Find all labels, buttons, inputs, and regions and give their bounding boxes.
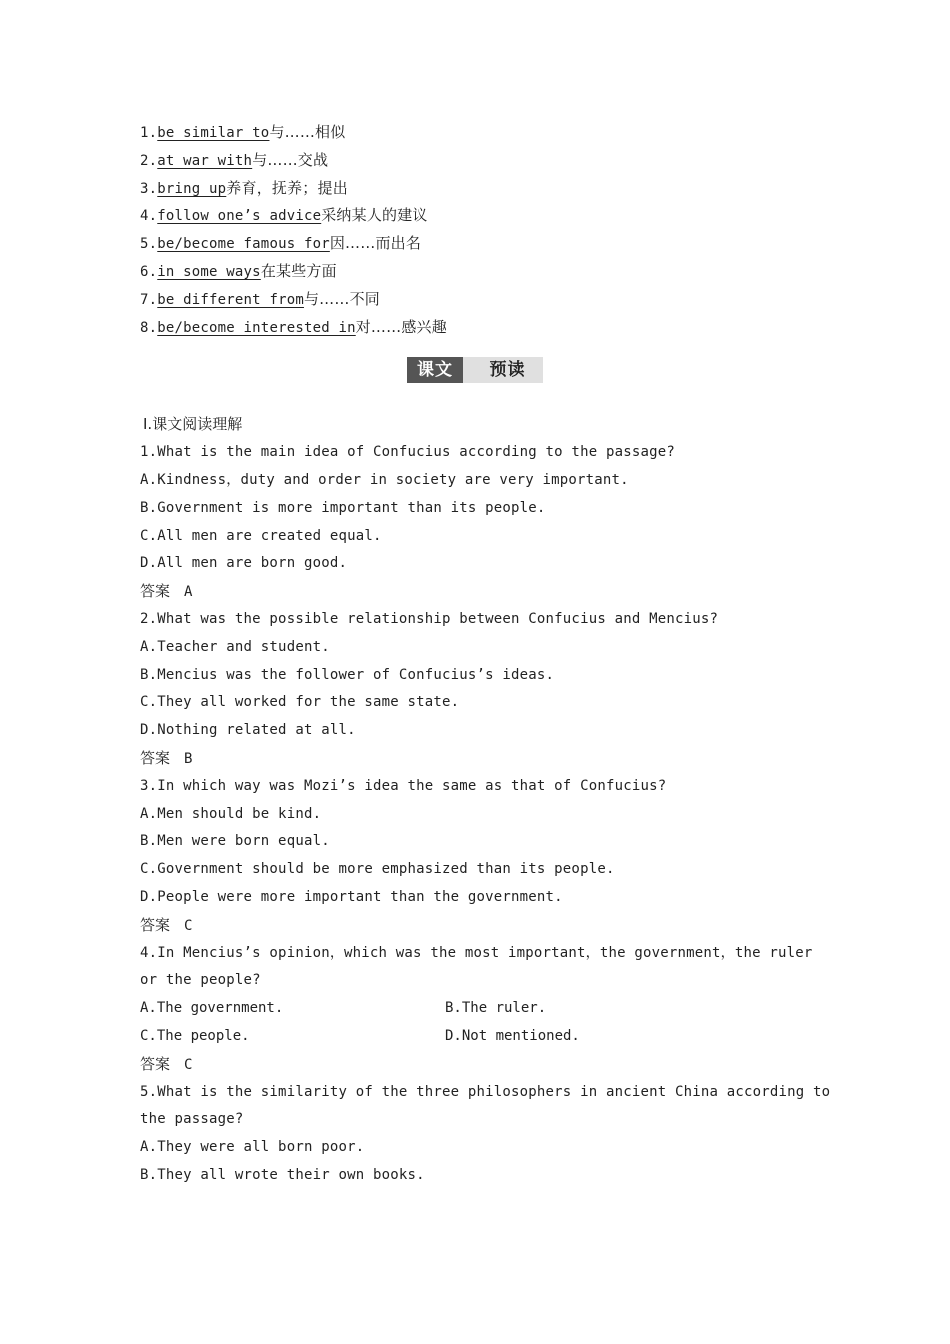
phrase-chinese: 养育，抚养；提出 (226, 178, 348, 197)
question-stem: 2.What was the possible relationship between Confucius and Mencius? (140, 610, 719, 627)
phrase-item (140, 286, 820, 314)
question-option: C.Government should be more emphasized than its people. (140, 861, 615, 878)
question-option: C.The people. (140, 1027, 250, 1044)
phrase-english: bring up (157, 180, 227, 197)
question-option: C.All men are created equal. (140, 527, 382, 544)
section-title: Ⅰ.课文阅读理解 (143, 415, 243, 434)
phrase-number: 5. (140, 236, 158, 253)
banner-left-label: 课文 (407, 357, 463, 383)
answer-label: 答案 (140, 915, 171, 934)
phrase-english: be similar to (157, 125, 270, 141)
option-row (140, 1023, 820, 1051)
answer-line (140, 745, 820, 773)
section-banner (407, 357, 543, 383)
phrase-item (140, 314, 820, 342)
phrase-item (140, 175, 820, 203)
phrase-english: at war with (157, 152, 253, 169)
question-option: A.They were all born poor. (140, 1139, 365, 1156)
phrase-chinese: 在某些方面 (260, 261, 337, 280)
answer-value: C (184, 1056, 193, 1073)
question-stem: 4.In Mencius’s opinion，which was the most important，the government，the ruler (140, 944, 813, 961)
banner-right-label: 预读 (463, 357, 543, 383)
phrase-number: 7. (140, 291, 158, 308)
question-block (140, 1079, 831, 1190)
question-stem: 5.What is the similarity of the three philosophers in ancient China according to (140, 1083, 831, 1100)
phrase-item (140, 202, 820, 230)
question-option: D.People were more important than the government. (140, 888, 563, 905)
question-option: B.Government is more important than its people. (140, 499, 546, 516)
document-page (140, 119, 831, 1190)
question-block (140, 940, 820, 1079)
answer-line (140, 1051, 820, 1079)
phrase-item (140, 119, 820, 147)
phrase-item (140, 258, 820, 286)
phrase-english: be different from (157, 291, 304, 308)
question-option: A.The government. (140, 1000, 284, 1017)
question-option: B.Men were born equal. (140, 833, 330, 850)
section-banner-wrap (140, 341, 820, 411)
phrase-chinese: 与……不同 (303, 289, 380, 308)
phrase-chinese: 对……感兴趣 (355, 317, 447, 336)
option-row (140, 995, 820, 1023)
question-stem: 3.In which way was Mozi’s idea the same as that of Confucius? (140, 777, 667, 794)
answer-line (140, 912, 820, 940)
question-stem-continued: or the people? (140, 972, 261, 989)
question-block (140, 439, 820, 606)
phrase-number: 8. (140, 319, 158, 336)
question-option: B.They all wrote their own books. (140, 1166, 425, 1183)
phrase-number: 6. (140, 263, 158, 280)
phrase-number: 4. (140, 208, 158, 225)
answer-label: 答案 (140, 748, 171, 767)
answer-line (140, 578, 820, 606)
phrase-english: be/become interested in (157, 319, 356, 336)
answer-value: C (184, 917, 193, 934)
question-option: C.They all worked for the same state. (140, 694, 460, 711)
phrase-english: in some ways (157, 263, 261, 280)
question-option: B.Mencius was the follower of Confucius’s ideas. (140, 666, 555, 683)
phrase-number: 3. (140, 180, 158, 197)
question-block (140, 773, 820, 940)
phrase-chinese: 与……交战 (252, 150, 329, 169)
question-option: D.Not mentioned. (445, 1027, 580, 1044)
question-option: B.The ruler. (445, 1000, 547, 1017)
phrase-chinese: 因……而出名 (329, 234, 422, 253)
question-stem-continued: the passage? (140, 1111, 244, 1128)
question-stem: 1.What is the main idea of Confucius according to the passage? (140, 444, 675, 461)
phrase-number: 2. (140, 152, 158, 169)
question-option: D.Nothing related at all. (140, 722, 356, 739)
question-option: D.All men are born good. (140, 555, 348, 572)
phrase-number: 1. (140, 125, 158, 141)
question-option: A.Kindness，duty and order in society are very important. (140, 471, 629, 488)
phrase-english: be/become famous for (157, 236, 330, 253)
phrase-item (140, 147, 820, 175)
phrase-chinese: 采纳某人的建议 (321, 206, 428, 225)
phrase-english: follow one’s advice (157, 208, 322, 225)
answer-label: 答案 (140, 1054, 171, 1073)
phrase-item (140, 230, 820, 258)
question-option: A.Teacher and student. (140, 638, 330, 655)
question-option: A.Men should be kind. (140, 805, 322, 822)
question-block (140, 606, 820, 773)
phrase-chinese: 与……相似 (269, 123, 346, 141)
answer-value: A (184, 584, 193, 601)
phrase-list (140, 119, 820, 341)
answer-label: 答案 (140, 582, 171, 601)
answer-value: B (184, 750, 193, 767)
